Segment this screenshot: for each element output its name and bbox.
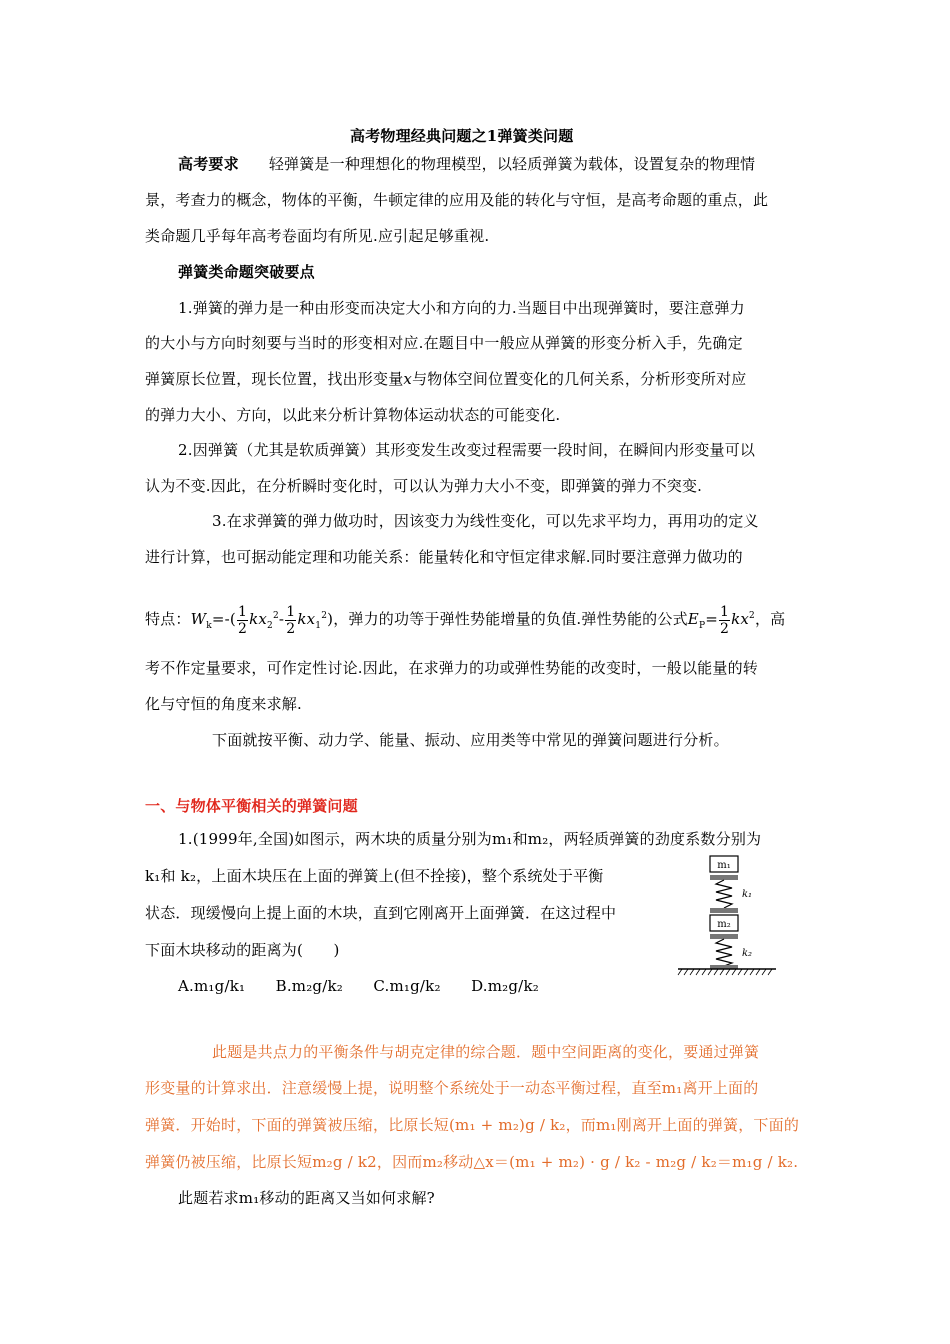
problem1-options: A.m₁g/k₁ B.m₂g/k₂ C.m₁g/k₂ D.m₂g/k₂ <box>178 977 539 995</box>
point3-line-3a: 特点： <box>145 610 191 628</box>
close-paren: ) <box>327 610 334 628</box>
analysis-line-3: 弹簧．开始时，下面的弹簧被压缩，比原长短(m₁ + m₂)g / k₂，而m₁刚离开上面的弹簧，下面的 <box>145 1116 800 1134</box>
analysis-line-4: 弹簧仍被压缩，比原长短m₂g / k2，因而m₂移动△x＝(m₁ + m₂) · g / k₂ - m₂g / k₂＝m₁g / k₂. <box>145 1153 799 1171</box>
point2-line-2: 认为不变.因此，在分析瞬时变化时，可以认为弹力大小不变，即弹簧的弹力不突变. <box>145 477 703 495</box>
ep-subscript: P <box>698 621 706 631</box>
point1-line-3a: 弹簧原长位置，现长位置，找出形变量 <box>145 370 404 388</box>
work-equals: =-( <box>211 610 236 628</box>
kx-term: kx <box>731 610 750 628</box>
fraction-denominator: 2 <box>286 620 296 637</box>
point1-line-3b: 与物体空间位置变化的几何关系，分析形变所对应 <box>412 370 747 388</box>
point4-line: 下面就按平衡、动力学、能量、振动、应用类等中常见的弹簧问题进行分析。 <box>212 731 729 749</box>
point3-line-3 <box>145 598 785 644</box>
spring2-coil <box>716 939 732 966</box>
kx1-superscript: 2 <box>321 611 328 621</box>
point1-var-x: x <box>403 370 413 388</box>
spring2-top-plate <box>710 934 738 939</box>
point3-line-4: 考不作定量要求，可作定性讨论.因此，在求弹力的功或弹性势能的改变时，一般以能量的转 <box>145 659 758 677</box>
point2-line-1: 2.因弹簧（尤其是软质弹簧）其形变发生改变过程需要一段时间，在瞬间内形变量可以 <box>178 441 756 459</box>
follow-up-question: 此题若求m₁移动的距离又当如何求解? <box>178 1189 435 1207</box>
work-subscript: k <box>206 621 212 631</box>
kx1-subscript: 1 <box>315 621 322 631</box>
section-heading: 弹簧类命题突破要点 <box>178 263 315 281</box>
block-m2-label: m₂ <box>717 919 731 930</box>
spring1-top-plate <box>710 875 738 880</box>
kx2-superscript: 2 <box>272 611 279 621</box>
point3-line-3c: ，高 <box>754 610 786 628</box>
fraction-denominator: 2 <box>237 620 248 637</box>
fraction-denominator: 2 <box>719 620 730 637</box>
kx2-term: kx <box>249 610 268 628</box>
analysis-line-2: 形变量的计算求出．注意缓慢上提，说明整个系统处于一动态平衡过程，直至m₁离开上面的 <box>145 1079 759 1097</box>
intro-label: 高考要求 <box>178 155 239 173</box>
minus-sign: - <box>278 610 285 628</box>
point3-line-3b: ，弹力的功等于弹性势能增量的负值.弹性势能的公式 <box>333 610 688 628</box>
point1-line-1: 1.弹簧的弹力是一种由形变而决定大小和方向的力.当题目中出现弹簧时，要注意弹力 <box>178 299 745 317</box>
spring1-bottom-plate <box>710 908 738 913</box>
kx-superscript: 2 <box>749 611 755 621</box>
spring2-label: k₂ <box>742 948 753 959</box>
analysis-line-1: 此题是共点力的平衡条件与胡克定律的综合题．题中空间距离的变化，要通过弹簧 <box>212 1043 760 1061</box>
problem1-line-2: k₁和 k₂，上面木块压在上面的弹簧上(但不拴接)，整个系统处于平衡 <box>145 867 604 885</box>
kx1-term: kx <box>297 610 316 628</box>
spring-block-figure <box>676 848 780 978</box>
intro-line-2: 景，考查力的概念，物体的平衡，牛顿定律的应用及能的转化与守恒，是高考命题的重点，此 <box>145 191 769 209</box>
problem1-line-4: 下面木块移动的距离为( ) <box>145 941 340 959</box>
fraction-half-3 <box>719 604 730 637</box>
ep-equals: = <box>705 610 718 628</box>
fraction-half-2 <box>285 604 296 637</box>
part1-heading: 一、与物体平衡相关的弹簧问题 <box>145 797 358 815</box>
ground-hatch <box>678 969 772 975</box>
fraction-half-1 <box>237 604 248 637</box>
point1-line-3 <box>145 369 746 389</box>
work-symbol: W <box>190 610 207 628</box>
fraction-numerator: 1 <box>237 603 248 620</box>
point3-line-2: 进行计算，也可据动能定理和功能关系：能量转化和守恒定律求解.同时要注意弹力做功的 <box>145 548 743 566</box>
point3-line-5: 化与守恒的角度来求解. <box>145 695 302 713</box>
fraction-numerator: 1 <box>719 603 730 620</box>
intro-line-1 <box>178 154 755 174</box>
spring1-label: k₁ <box>742 889 753 900</box>
problem1-line-3: 状态．现缓慢向上提上面的木块，直到它刚离开上面弹簧．在这过程中 <box>145 904 617 922</box>
intro-text-1: 轻弹簧是一种理想化的物理模型，以轻质弹簧为载体，设置复杂的物理情 <box>268 155 756 173</box>
intro-line-3: 类命题几乎每年高考卷面均有所见.应引起足够重视. <box>145 227 490 245</box>
point1-line-4: 的弹力大小、方向，以此来分析计算物体运动状态的可能变化. <box>145 406 561 424</box>
problem1-line-1: 1.(1999年,全国)如图示，两木块的质量分别为m₁和m₂，两轻质弹簧的劲度系数分别为 <box>178 830 762 848</box>
kx2-subscript: 2 <box>267 621 273 631</box>
ep-symbol: E <box>687 610 699 628</box>
spring1-coil <box>716 880 732 908</box>
point1-line-2: 的大小与方向时刻要与当时的形变相对应.在题目中一般应从弹簧的形变分析入手，先确定 <box>145 334 743 352</box>
fraction-numerator: 1 <box>286 603 296 620</box>
block-m1-label: m₁ <box>717 860 731 871</box>
point3-line-1: 3.在求弹簧的弹力做功时，因该变力为线性变化，可以先求平均力，再用功的定义 <box>212 512 759 530</box>
spring-diagram <box>676 848 780 978</box>
page-title: 高考物理经典问题之1弹簧类问题 <box>350 127 574 145</box>
